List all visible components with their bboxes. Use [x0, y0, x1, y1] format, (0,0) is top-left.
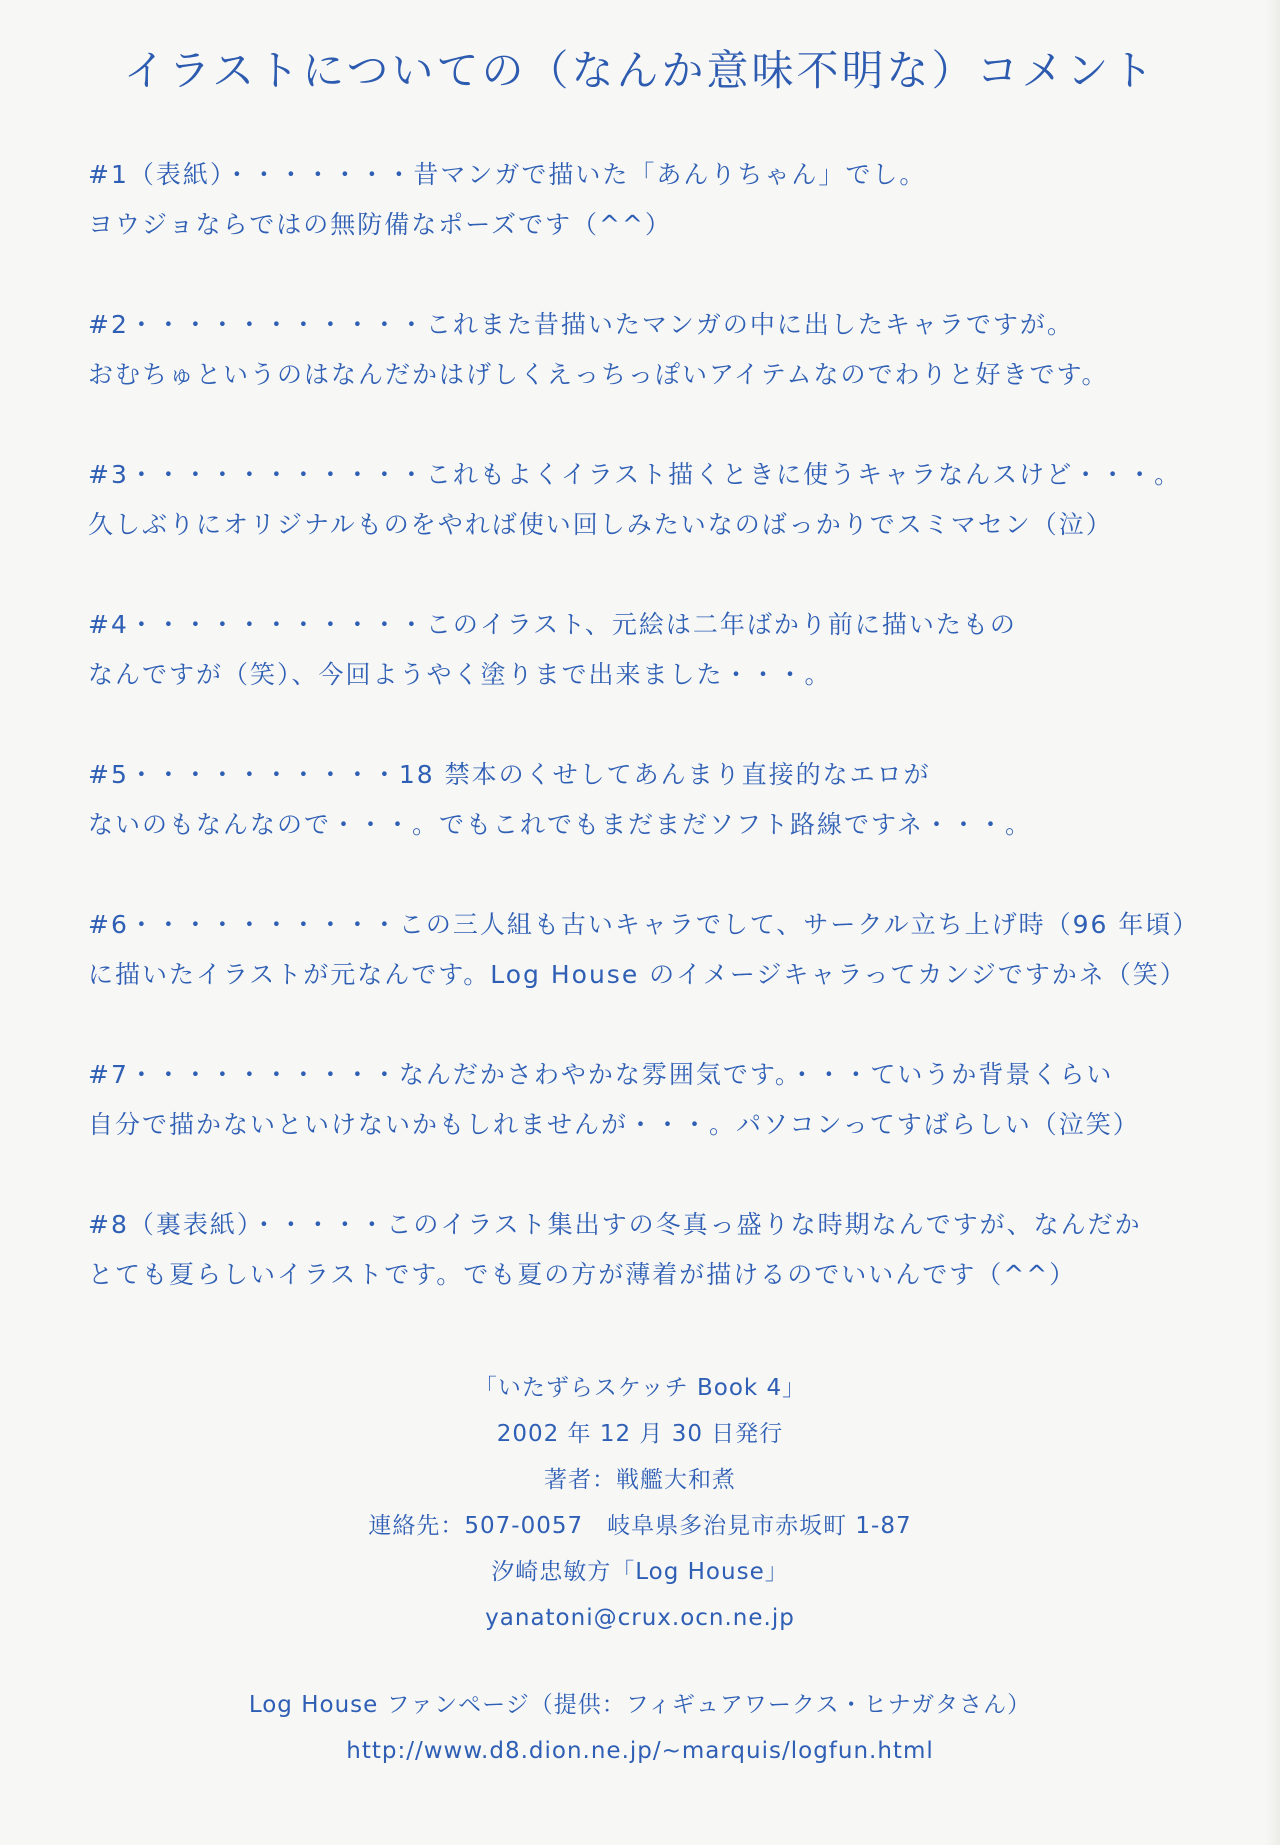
comment-line: #2・・・・・・・・・・・これまた昔描いたマンガの中に出したキャラですが。: [88, 310, 1074, 339]
contact-address: 連絡先：507-0057 岐阜県多治見市赤坂町 1-87: [368, 1513, 912, 1539]
comment-line: #1（表紙）・・・・・・・昔マンガで描いた「あんりちゃん」でし。: [88, 160, 927, 189]
comment-list: [88, 150, 1208, 1350]
email-address: yanatoni@crux.ocn.ne.jp: [485, 1605, 795, 1631]
comment-line: #4・・・・・・・・・・・このイラスト、元絵は二年ばかり前に描いたもの: [88, 610, 1017, 639]
book-title: 「いたずらスケッチ Book 4」: [473, 1375, 807, 1401]
comment-entry-2: [88, 300, 1208, 450]
comment-line: に描いたイラストが元なんです。Log House のイメージキャラってカンジですかネ（笑）: [88, 960, 1187, 989]
comment-entry-6: [88, 900, 1208, 1050]
page-edge-shadow: [1266, 0, 1280, 1845]
comment-line: #3・・・・・・・・・・・これもよくイラスト描くときに使うキャラなんスけど・・・。: [88, 460, 1182, 489]
comment-entry-8: [88, 1200, 1208, 1350]
comment-line: #6・・・・・・・・・・この三人組も古いキャラでして、サークル立ち上げ時（96 年頃）: [88, 910, 1200, 939]
author: 著者：戦艦大和煮: [544, 1467, 736, 1493]
comment-line: なんですが（笑）、今回ようやく塗りまで出来ました・・・。: [88, 660, 832, 689]
comment-line: #7・・・・・・・・・・なんだかさわやかな雰囲気です。・・・ていうか背景くらい: [88, 1060, 1114, 1089]
comment-entry-5: [88, 750, 1208, 900]
circle-name: 汐崎忠敏方「Log House」: [491, 1559, 789, 1585]
colophon: [0, 1365, 1280, 1641]
comment-line: #5・・・・・・・・・・18 禁本のくせしてあんまり直接的なエロが: [88, 760, 931, 789]
comment-line: ないのもなんなので・・・。でもこれでもまだまだソフト路線ですネ・・・。: [88, 810, 1033, 839]
comment-line: ヨウジョならではの無防備なポーズです（^^）: [88, 210, 672, 239]
comment-line: #8（裏表紙）・・・・・このイラスト集出すの冬真っ盛りな時期なんですが、なんだか: [88, 1210, 1142, 1239]
page-title: イラストについての（なんか意味不明な）コメント: [123, 46, 1157, 95]
fan-page-url: http://www.d8.dion.ne.jp/~marquis/logfun.html: [346, 1738, 934, 1764]
comment-line: 久しぶりにオリジナルものをやれば使い回しみたいなのばっかりでスミマセン（泣）: [88, 510, 1113, 539]
comment-line: おむちゅというのはなんだかはげしくえっちっぽいアイテムなのでわりと好きです。: [88, 360, 1109, 389]
comment-entry-4: [88, 600, 1208, 750]
comment-line: 自分で描かないといけないかもしれませんが・・・。パソコンってすばらしい（泣笑）: [88, 1110, 1140, 1139]
comment-entry-1: [88, 150, 1208, 300]
fan-page-info: [0, 1682, 1280, 1774]
publish-date: 2002 年 12 月 30 日発行: [496, 1421, 784, 1447]
comment-entry-3: [88, 450, 1208, 600]
comment-line: とても夏らしいイラストです。でも夏の方が薄着が描けるのでいいんです（^^）: [88, 1260, 1077, 1289]
comment-entry-7: [88, 1050, 1208, 1200]
fan-page-label: Log House ファンページ（提供：フィギュアワークス・ヒナガタさん）: [248, 1692, 1032, 1718]
